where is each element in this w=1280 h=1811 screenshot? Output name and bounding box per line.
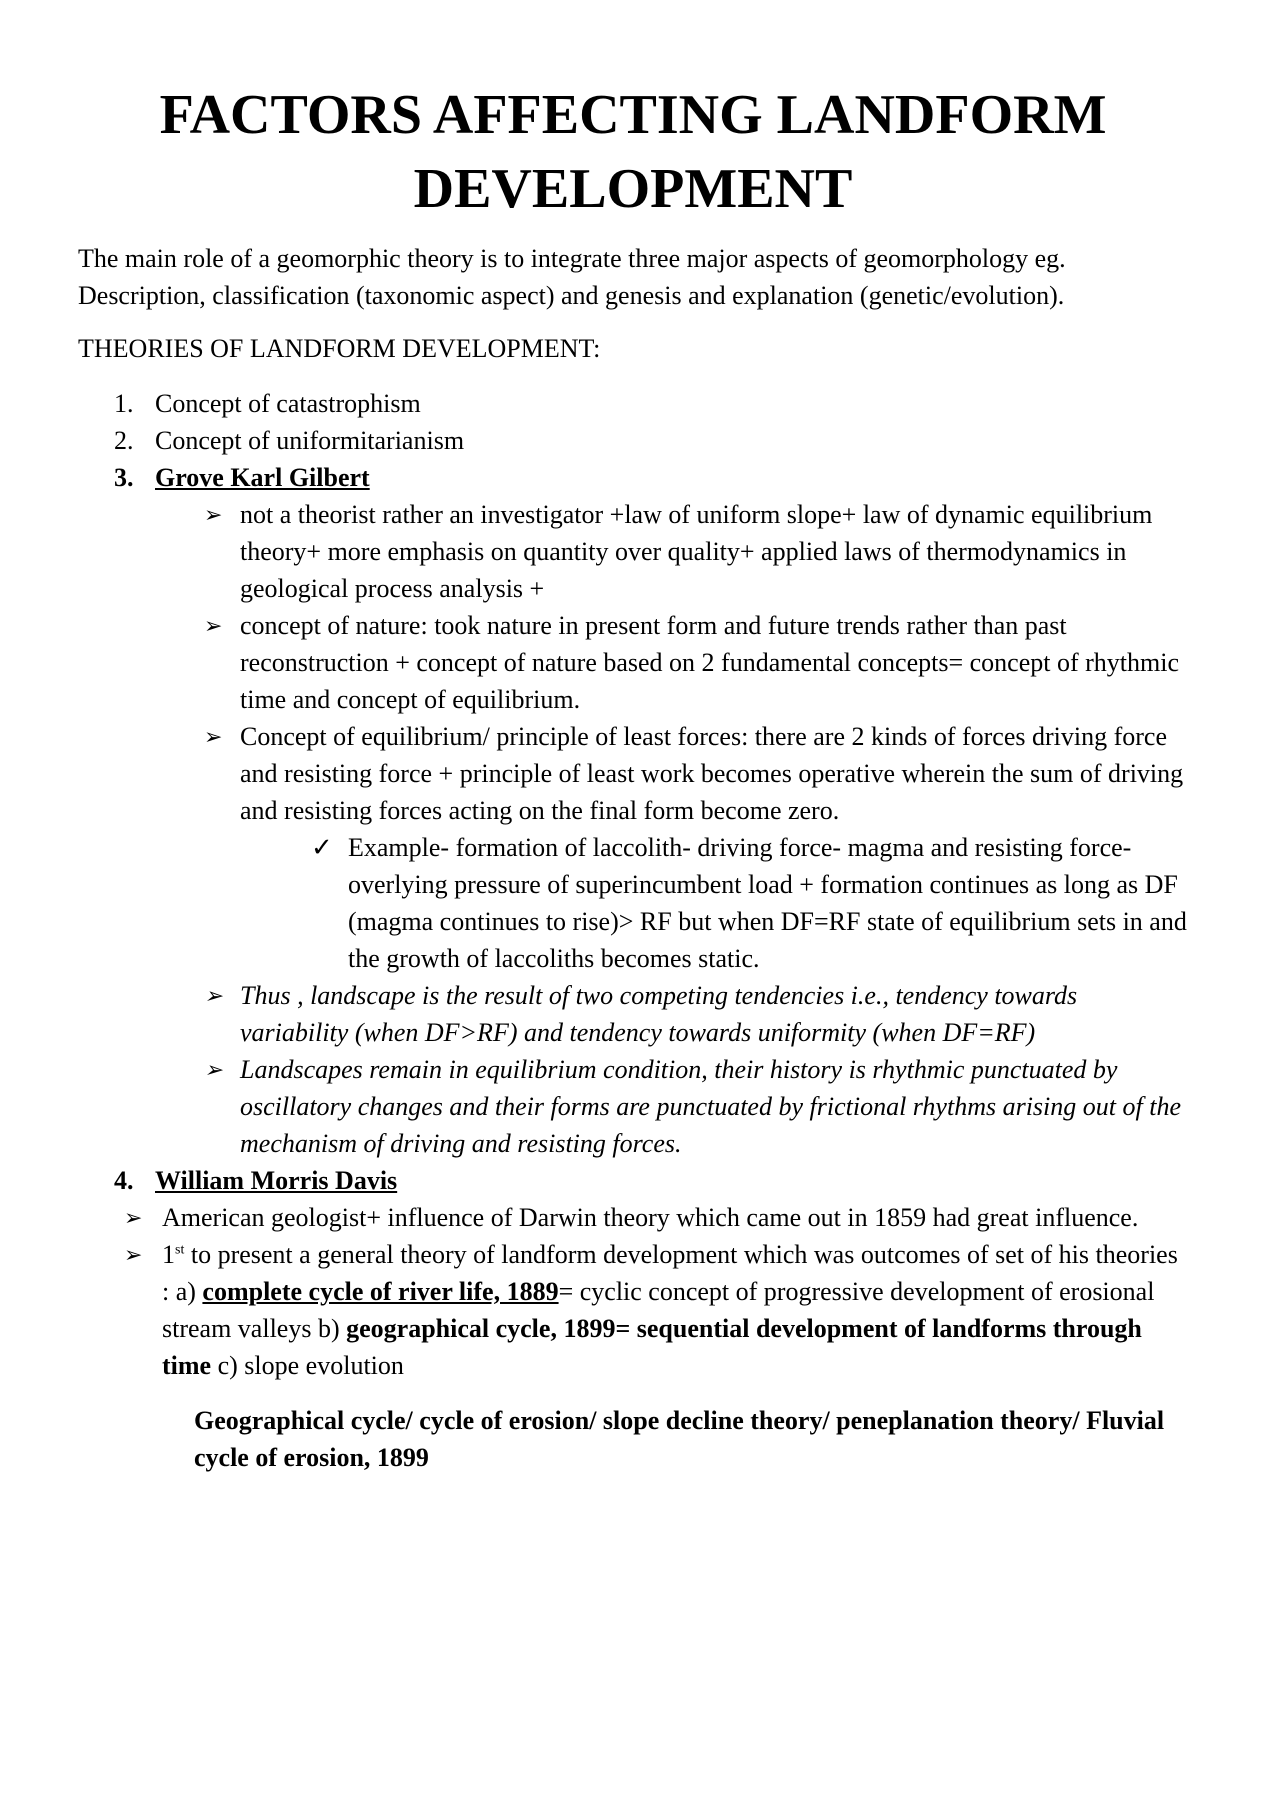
intro-paragraph: The main role of a geomorphic theory is to integrate three major aspects of geomorphology eg. Description, classification (taxonomic aspect) and genesis and explanation (genetic/evolution). [78,244,1066,310]
bullet-text: Concept of equilibrium/ principle of least forces: there are 2 kinds of forces driving force and resisting force + principle of least work becomes operative wherein the sum of driving and resisting forces acting on the final form become zero. [240,722,1184,825]
list-item-heading-gilbert: Grove Karl Gilbert [155,463,370,492]
arrow-bullet-icon: ➢ [124,1242,143,1267]
bullet-text [162,1240,1178,1380]
bullet-point [78,607,1188,718]
bullet-text-part: c) slope evolution [211,1351,404,1380]
list-item-label: Concept of uniformitarianism [155,426,465,455]
bullet-point [78,1236,1188,1384]
subsection-heading: Geographical cycle/ cycle of erosion/ slope decline theory/ peneplanation theory/ Fluvial cycle of erosion, 1899 [194,1406,1165,1472]
bullet-point [78,1199,1188,1236]
list-item [78,385,1188,422]
bullet-text-part: to present a general theory of landform development which was outcomes of set of his theories : a) [162,1240,1178,1306]
bullet-text: not a theorist rather an investigator +law of uniform slope+ law of dynamic equilibrium theory+ more emphasis on quantity over quality+ applied laws of thermodynamics in geological process analysis + [240,500,1153,603]
bold-underlined-term: complete cycle of river life, 1889 [202,1277,559,1306]
ordinal-suffix: st [175,1242,185,1258]
list-item-heading-davis: William Morris Davis [155,1166,398,1195]
list-item [78,422,1188,459]
bullet-point [78,496,1188,607]
bullet-text: Landscapes remain in equilibrium condition, their history is rhythmic punctuated by oscillatory changes and their forms are punctuated by frictional rhythms arising out of the mechanism of driving and resisting forces. [240,1055,1181,1158]
check-icon: ✓ [311,833,333,862]
example-text: Example- formation of laccolith- driving force- magma and resisting force- overlying pressure of superincumbent load + formation continues as long as DF (magma continues to rise)> RF but when DF=RF state of equilibrium sets in and the growth of laccoliths becomes static. [348,833,1187,973]
list-item-label: Concept of catastrophism [155,389,421,418]
bullet-point [78,1051,1188,1162]
bullet-text: concept of nature: took nature in present form and future trends rather than past reconstruction + concept of nature based on 2 fundamental concepts= concept of rhythmic time and concept of equilibrium. [240,611,1179,714]
section-heading: THEORIES OF LANDFORM DEVELOPMENT: [78,334,601,363]
arrow-bullet-icon: ➢ [204,1057,223,1082]
arrow-bullet-icon: ➢ [204,983,223,1008]
bullet-point [78,718,1188,829]
bullet-text: Thus , landscape is the result of two competing tendencies i.e., tendency towards variability (when DF>RF) and tendency towards uniformity (when DF=RF) [240,981,1078,1047]
list-number: 4. [114,1166,134,1195]
list-item [78,1162,1188,1199]
theories-list [78,385,1188,1384]
bold-term: geographical cycle, 1899= sequential development of landforms through time [162,1314,1142,1380]
list-number: 1. [114,389,134,418]
list-number: 3. [114,463,134,492]
arrow-bullet-icon: ➢ [204,502,223,527]
bullet-text-part: = cyclic concept of progressive development of erosional stream valleys b) [162,1277,1155,1343]
list-number: 2. [114,426,134,455]
ordinal-number: 1 [162,1240,175,1269]
bullet-point [78,977,1188,1051]
check-bullet-point [78,829,1188,977]
page-title: FACTORS AFFECTING LANDFORM DEVELOPMENT [159,84,1107,220]
list-item [78,459,1188,496]
arrow-bullet-icon: ➢ [124,1205,143,1230]
arrow-bullet-icon: ➢ [204,613,223,638]
arrow-bullet-icon: ➢ [204,724,223,749]
bullet-text: American geologist+ influence of Darwin theory which came out in 1859 had great influence. [162,1203,1139,1232]
